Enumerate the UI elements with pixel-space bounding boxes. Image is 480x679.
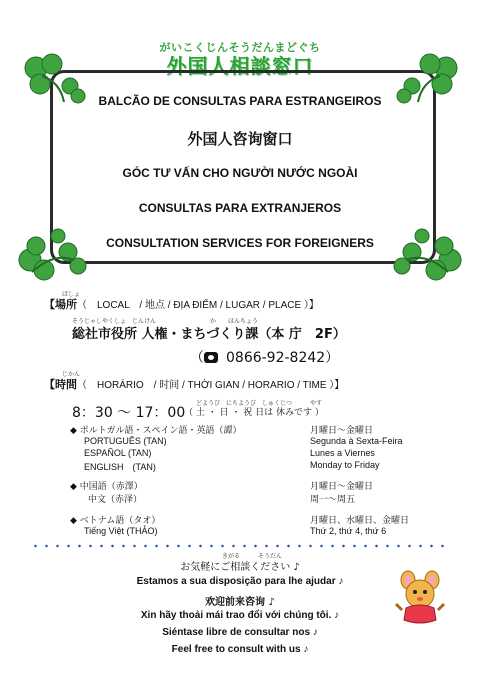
schedule-days: 周一～周五 <box>310 495 356 505</box>
clover-bottom-left-icon <box>14 222 94 284</box>
dotted-divider <box>30 544 450 548</box>
phone-open: （ <box>190 350 204 366</box>
frame-line-zh: 外国人咨询窗口 <box>187 130 293 148</box>
mascot-illustration-icon <box>394 570 446 626</box>
header-title: 外国人相談窓口 <box>166 54 314 78</box>
schedule-lang: ENGLISH (TAN) <box>84 462 156 472</box>
closing-jp: お気軽にご相談ください ♪ <box>180 562 300 573</box>
frame-line-pt: BALCÃO DE CONSULTAS PARA ESTRANGEIROS <box>98 94 382 108</box>
schedule-days: Monday to Friday <box>310 460 380 470</box>
phone-line <box>190 347 339 367</box>
closing-ruby: きがる そうだん <box>222 553 283 560</box>
office-name: 総社市役所 人権・まちづくり課（本 庁 2F） <box>72 327 346 342</box>
schedule-head-1: ◆ ポルトガル語・スペイン語・英語（譚） <box>70 426 242 436</box>
place-langs: （ LOCAL / 地点 / ĐỊA ĐIỂM / LUGAR / PLACE ）】 <box>77 300 319 311</box>
schedule-days: Lunes a Viernes <box>310 448 375 458</box>
frame-line-en: CONSULTATION SERVICES FOR FOREIGNERS <box>106 236 374 250</box>
office-ruby: そうじゃしやくしょ じんけん か ほんちょう <box>72 318 259 325</box>
frame-line-vi: GÓC TƯ VẤN CHO NGƯỜI NƯỚC NGOÀI <box>122 166 358 180</box>
schedule-lang: ESPAÑOL (TAN) <box>84 448 152 458</box>
closing-en: Feel free to consult with us ♪ <box>171 644 309 655</box>
closing-pt: Estamos a sua disposição para lhe ajudar ♪ <box>136 576 344 587</box>
place-label-text: 【場所 <box>44 298 77 311</box>
time-label <box>44 376 344 392</box>
schedule-days-jp-2: 月曜日～金曜日 <box>310 482 374 492</box>
schedule-head-3: ◆ ベトナム語（タオ） <box>70 516 161 526</box>
closed-days: （ 土 ・ 日 ・ 祝 日は 休みです ） <box>184 408 324 418</box>
phone-icon <box>204 352 218 363</box>
phone-number: 0866-92-8242） <box>226 350 340 366</box>
schedule-head-2: ◆ 中国語（赤澤） <box>70 482 143 492</box>
schedule-days: Thứ 2, thứ 4, thứ 6 <box>310 526 387 536</box>
clover-bottom-right-icon <box>386 222 466 284</box>
closing-zh: 欢迎前来咨询 ♪ <box>205 597 275 608</box>
schedule-days-jp-3: 月曜日、水曜日、金曜日 <box>310 516 410 526</box>
place-ruby: ばしょ <box>62 291 81 298</box>
place-label <box>44 296 319 312</box>
closing-es: Siéntase libre de consultar nos ♪ <box>162 627 318 638</box>
schedule-lang: 中文（赤泽） <box>88 495 143 505</box>
frame-line-es: CONSULTAS PARA EXTRANJEROS <box>138 201 342 215</box>
closed-days-ruby: どようび にちようび しゅくじつ やす <box>196 400 323 407</box>
schedule-lang: Tiếng Việt (THẢO) <box>84 526 158 536</box>
schedule-days-jp-1: 月曜日～金曜日 <box>310 426 374 436</box>
schedule-days: Segunda à Sexta-Feira <box>310 436 403 446</box>
time-label-text: 【時間 <box>44 378 77 391</box>
time-langs: （ HORÁRIO / 时间 / THỜI GIAN / HORARIO / TIME ）】 <box>77 380 345 391</box>
header-kana: がいこくじんそうだんまどぐち <box>159 41 321 54</box>
time-ruby: じかん <box>62 371 81 378</box>
office-hours: 8：30 ～ 17：00 <box>72 405 186 421</box>
schedule-lang: PORTUGUÊS (TAN) <box>84 436 167 446</box>
closing-vi: Xin hãy thoải mái trao đổi với chúng tôi. ♪ <box>140 610 340 621</box>
